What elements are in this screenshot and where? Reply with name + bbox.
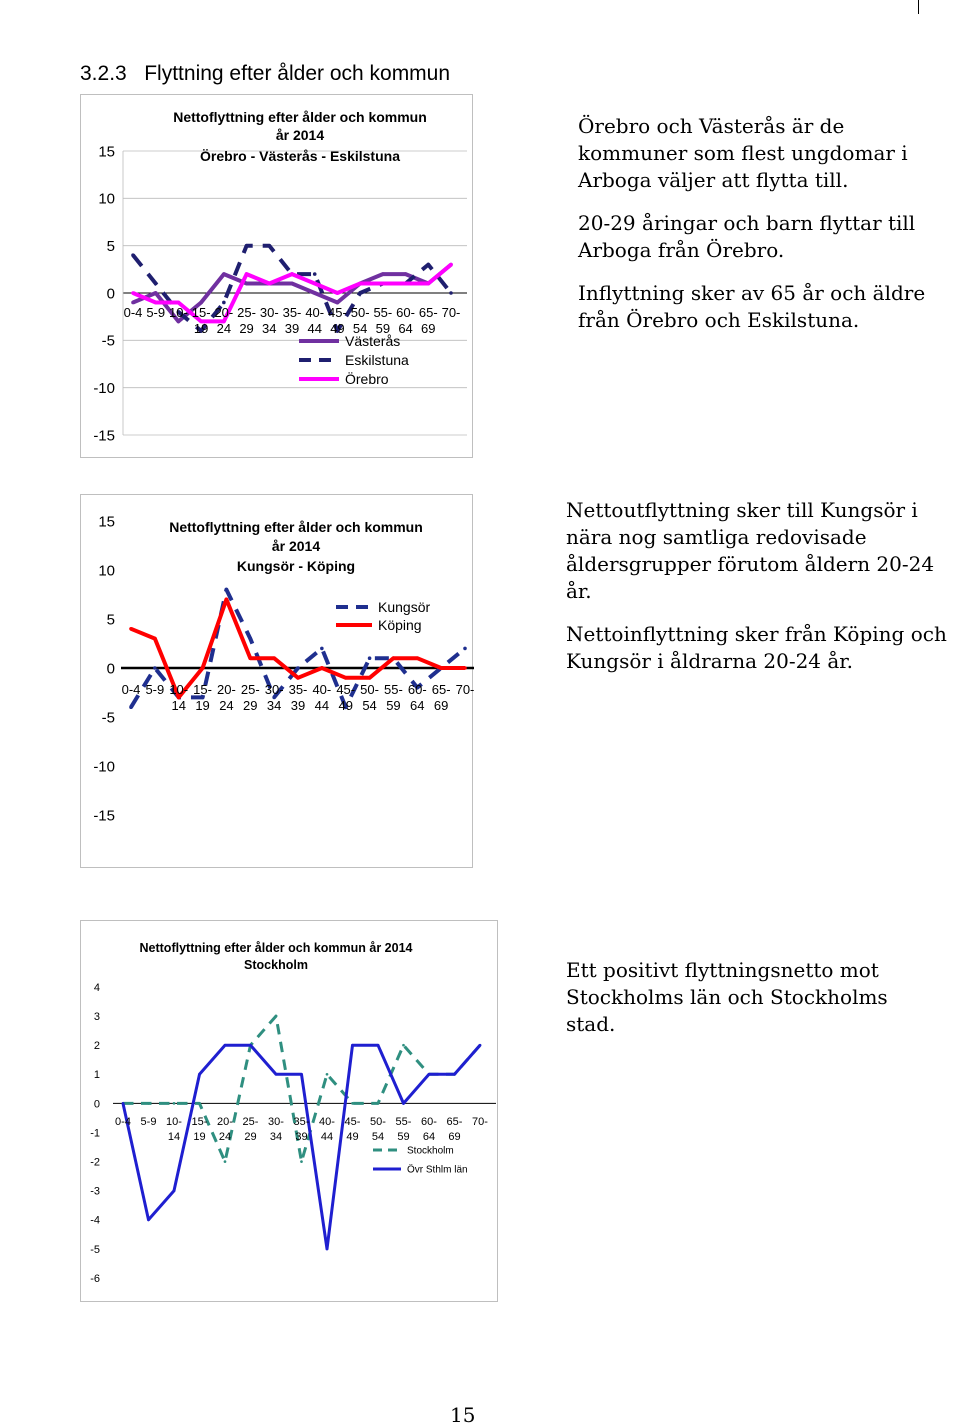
x-tick-label: 0-4 xyxy=(115,1116,131,1128)
x-tick-label: 30- xyxy=(264,682,284,697)
x-tick-label: 25- xyxy=(240,682,260,697)
data-point xyxy=(326,1248,329,1251)
x-tick-label: 55- xyxy=(373,305,393,320)
data-point xyxy=(154,291,158,295)
chart-title: år 2014 xyxy=(271,538,321,554)
x-tick-label: 25- xyxy=(237,305,256,320)
data-point xyxy=(275,1015,278,1018)
data-point xyxy=(426,282,430,286)
data-point xyxy=(224,1044,227,1047)
y-tick-label: -2 xyxy=(90,1156,100,1169)
x-tick-label: 15- xyxy=(191,305,211,320)
y-tick-label: -1 xyxy=(90,1127,100,1140)
data-point xyxy=(463,666,467,670)
data-point xyxy=(131,301,135,305)
x-tick-label: 45- xyxy=(336,682,356,697)
y-tick-label: 10 xyxy=(98,190,115,208)
x-tick-label: 24 xyxy=(216,321,232,336)
x-tick-label: 35- xyxy=(282,305,302,320)
y-tick-label: -10 xyxy=(93,758,115,776)
y-tick-label: 15 xyxy=(98,143,115,161)
chart-title: Nettoflyttning efter ålder och kommun år 2014 xyxy=(139,941,413,955)
legend-label: Västerås xyxy=(345,332,401,349)
paragraph: Ett positivt flyttningsnetto mot Stockholms län och Stockholms stad. xyxy=(566,958,888,1036)
x-tick-label: 35- xyxy=(293,1116,310,1128)
x-tick-label: 60- xyxy=(421,1116,437,1128)
y-tick-label: 10 xyxy=(98,562,115,580)
x-tick-label: 50- xyxy=(360,682,379,697)
data-point xyxy=(428,1073,431,1076)
data-point xyxy=(402,1044,405,1047)
data-point xyxy=(300,1160,303,1163)
x-tick-label: 40- xyxy=(305,305,325,320)
x-tick-label: 40- xyxy=(319,1116,335,1128)
y-tick-label: 4 xyxy=(93,981,100,994)
y-tick-label: -4 xyxy=(90,1214,100,1227)
chart-title: år 2014 xyxy=(275,127,325,143)
x-tick-label: 10- xyxy=(169,305,188,320)
section-number: 3.2.3 xyxy=(80,62,127,85)
legend-label: Örebro xyxy=(345,370,389,387)
data-point xyxy=(153,637,157,641)
x-tick-label: 19 xyxy=(193,1131,206,1143)
legend-label: Köping xyxy=(378,616,422,633)
data-point xyxy=(249,1044,252,1047)
data-point xyxy=(154,301,158,305)
data-point xyxy=(222,301,226,305)
x-tick-label: 40- xyxy=(312,682,332,697)
data-point xyxy=(275,1073,278,1076)
x-tick-label: 34 xyxy=(262,321,277,336)
y-tick-label: 0 xyxy=(106,660,115,678)
data-point xyxy=(313,291,317,295)
data-point xyxy=(358,282,362,286)
x-tick-label: 45- xyxy=(344,1116,361,1128)
data-point xyxy=(463,647,467,651)
x-tick-label: 54 xyxy=(371,1131,385,1143)
x-tick-label: 20- xyxy=(214,305,234,320)
x-tick-label: 34 xyxy=(269,1131,283,1143)
x-tick-label: 64 xyxy=(398,321,413,336)
x-tick-label: 55- xyxy=(384,682,403,697)
data-point xyxy=(147,1102,150,1105)
data-point xyxy=(198,1073,201,1076)
x-tick-label: 35- xyxy=(288,682,308,697)
data-point xyxy=(248,656,252,660)
chart-title: Örebro - Västerås - Eskilstuna xyxy=(200,148,400,164)
data-point xyxy=(131,253,135,257)
x-tick-label: 54 xyxy=(362,698,377,713)
y-tick-label: 1 xyxy=(93,1069,100,1082)
chart-title: Stockholm xyxy=(244,958,308,972)
x-tick-label: 19 xyxy=(195,698,210,713)
x-tick-label: 64 xyxy=(422,1131,436,1143)
data-point xyxy=(129,627,133,631)
data-point xyxy=(245,244,249,248)
y-tick-label: -15 xyxy=(93,807,115,825)
x-tick-label: 39 xyxy=(290,698,306,713)
x-tick-label: 44 xyxy=(320,1131,334,1143)
x-tick-label: 30- xyxy=(268,1116,284,1128)
page-corner-mark xyxy=(918,0,919,14)
x-tick-label: 14 xyxy=(171,698,186,713)
y-tick-label: -3 xyxy=(90,1185,100,1198)
data-point xyxy=(177,320,181,324)
y-tick-label: -5 xyxy=(101,332,115,350)
x-tick-label: 45- xyxy=(328,305,347,320)
data-point xyxy=(439,666,443,670)
y-tick-label: -5 xyxy=(101,709,115,727)
y-tick-label: 3 xyxy=(93,1010,100,1023)
x-tick-label: 59 xyxy=(375,321,391,336)
x-tick-label: 10- xyxy=(166,1116,182,1128)
paragraph: Örebro och Västerås är de kommuner som flest ungdomar i Arboga väljer att flytta till. xyxy=(578,114,908,192)
data-point xyxy=(358,291,362,295)
chart-title: Kungsör - Köping xyxy=(236,558,356,574)
text-block-3 xyxy=(566,957,942,1054)
x-tick-label: 55- xyxy=(395,1116,412,1128)
data-point xyxy=(267,282,271,286)
x-tick-label: 5-9 xyxy=(145,682,165,697)
legend-label: Eskilstuna xyxy=(345,351,409,368)
data-point xyxy=(272,656,276,660)
x-tick-label: 39 xyxy=(295,1131,308,1143)
data-point xyxy=(351,1044,354,1047)
x-tick-label: 30- xyxy=(259,305,279,320)
data-point xyxy=(290,282,294,286)
chart-title: Nettoflyttning efter ålder och kommun xyxy=(169,519,423,535)
x-tick-label: 65- xyxy=(418,305,438,320)
data-point xyxy=(344,676,348,680)
chart-svg xyxy=(81,495,474,869)
data-point xyxy=(453,1073,456,1076)
legend-label: Övr Sthlm län xyxy=(407,1164,468,1176)
data-point xyxy=(177,301,181,305)
x-tick-label: 34 xyxy=(266,698,282,713)
chart-kungsor-koping xyxy=(80,494,473,868)
data-point xyxy=(225,598,229,602)
x-tick-label: 24 xyxy=(219,698,234,713)
data-point xyxy=(199,301,203,305)
data-point xyxy=(267,244,271,248)
x-tick-label: 15- xyxy=(193,682,212,697)
x-tick-label: 49 xyxy=(338,698,353,713)
x-tick-label: 5-9 xyxy=(140,1116,157,1128)
x-tick-label: 49 xyxy=(330,321,345,336)
x-tick-label: 59 xyxy=(397,1131,410,1143)
x-tick-label: 44 xyxy=(307,321,322,336)
data-point xyxy=(377,1044,380,1047)
data-point xyxy=(415,656,419,660)
data-point xyxy=(129,705,133,709)
x-tick-label: 50- xyxy=(370,1116,386,1128)
x-tick-label: 60- xyxy=(407,682,427,697)
data-point xyxy=(248,637,252,641)
data-point xyxy=(404,272,408,276)
data-point xyxy=(222,272,226,276)
data-point xyxy=(326,1073,329,1076)
x-tick-label: 59 xyxy=(386,698,401,713)
x-tick-label: 29 xyxy=(243,698,258,713)
x-tick-label: 70- xyxy=(455,682,474,697)
data-point xyxy=(147,1218,150,1221)
data-point xyxy=(245,282,249,286)
data-point xyxy=(201,666,205,670)
y-tick-label: -10 xyxy=(93,379,115,397)
chart-svg xyxy=(81,95,474,459)
x-tick-label: 0-4 xyxy=(121,682,141,697)
data-point xyxy=(336,291,340,295)
paragraph: 20-29 åringar och barn flyttar till Arboga från Örebro. xyxy=(578,211,916,262)
x-tick-label: 69 xyxy=(448,1131,461,1143)
data-point xyxy=(173,1189,176,1192)
x-tick-label: 54 xyxy=(352,321,368,336)
data-point xyxy=(381,272,385,276)
data-point xyxy=(426,263,430,267)
chart-orebro-vasteras-eskilstuna xyxy=(80,94,473,458)
data-point xyxy=(479,1044,482,1047)
paragraph: Nettoutflyttning sker till Kungsör i nära nog samtliga redovisade åldersgrupper förutom åldern 20-24 år. xyxy=(566,498,935,603)
legend-label: Kungsör xyxy=(378,598,431,615)
data-point xyxy=(392,656,396,660)
y-tick-label: -5 xyxy=(90,1243,100,1256)
data-point xyxy=(154,282,158,286)
data-point xyxy=(449,291,453,295)
x-tick-label: 64 xyxy=(410,698,425,713)
y-tick-label: -6 xyxy=(90,1272,100,1285)
data-point xyxy=(368,676,372,680)
x-tick-label: 70- xyxy=(472,1116,488,1128)
y-tick-label: 2 xyxy=(93,1040,100,1053)
x-tick-label: 49 xyxy=(346,1131,359,1143)
y-tick-label: 5 xyxy=(106,611,115,629)
page-number: 15 xyxy=(450,1403,476,1427)
data-point xyxy=(377,1102,380,1105)
x-tick-label: 29 xyxy=(239,321,254,336)
section-heading xyxy=(80,62,450,86)
x-tick-label: 50- xyxy=(350,305,370,320)
x-tick-label: 15- xyxy=(191,1116,208,1128)
x-tick-label: 29 xyxy=(244,1131,257,1143)
data-point xyxy=(313,272,317,276)
x-tick-label: 70- xyxy=(441,305,461,320)
x-tick-label: 25- xyxy=(242,1116,259,1128)
chart-title: Nettoflyttning efter ålder och kommun xyxy=(173,109,427,125)
paragraph: Nettoinflyttning sker från Köping och Kungsör i åldrarna 20-24 år. xyxy=(566,622,947,673)
data-point xyxy=(402,1102,405,1105)
y-tick-label: 0 xyxy=(93,1098,100,1111)
data-point xyxy=(290,272,294,276)
x-tick-label: 19 xyxy=(193,321,209,336)
data-point xyxy=(131,291,135,295)
x-tick-label: 10- xyxy=(169,682,189,697)
x-tick-label: 69 xyxy=(421,321,436,336)
x-tick-label: 5-9 xyxy=(146,305,166,320)
data-point xyxy=(225,588,229,592)
section-title: Flyttning efter ålder och kommun xyxy=(144,62,451,85)
data-point xyxy=(320,647,324,651)
x-tick-label: 60- xyxy=(396,305,415,320)
x-tick-label: 65- xyxy=(431,682,451,697)
y-tick-label: 5 xyxy=(106,237,115,255)
data-point xyxy=(404,282,408,286)
y-tick-label: -15 xyxy=(93,427,115,445)
x-tick-label: 0-4 xyxy=(123,305,143,320)
x-tick-label: 14 xyxy=(167,1131,181,1143)
chart-stockholm xyxy=(80,920,498,1302)
x-tick-label: 65- xyxy=(446,1116,463,1128)
data-point xyxy=(351,1102,354,1105)
data-point xyxy=(296,666,300,670)
data-point xyxy=(173,1102,176,1105)
paragraph: Inflyttning sker av 65 år och äldre från Örebro och Eskilstuna. xyxy=(578,281,926,332)
data-point xyxy=(320,666,324,670)
x-tick-label: 39 xyxy=(284,321,300,336)
x-tick-label: 20- xyxy=(217,1116,233,1128)
y-tick-label: 15 xyxy=(98,513,115,531)
data-point xyxy=(153,666,157,670)
data-point xyxy=(122,1102,125,1105)
data-point xyxy=(336,301,340,305)
data-point xyxy=(198,1102,201,1105)
x-tick-label: 20- xyxy=(217,682,236,697)
data-point xyxy=(245,272,249,276)
text-block-1 xyxy=(578,113,956,350)
legend-label: Stockholm xyxy=(407,1145,454,1157)
data-point xyxy=(300,1073,303,1076)
data-point xyxy=(381,282,385,286)
data-point xyxy=(296,676,300,680)
data-point xyxy=(313,282,317,286)
chart-svg xyxy=(81,921,499,1303)
data-point xyxy=(449,263,453,267)
data-point xyxy=(368,656,372,660)
x-tick-label: 24 xyxy=(218,1131,232,1143)
text-block-2 xyxy=(566,497,960,691)
y-tick-label: 0 xyxy=(106,285,115,303)
x-tick-label: 44 xyxy=(314,698,330,713)
data-point xyxy=(224,1160,227,1163)
x-tick-label: 69 xyxy=(433,698,449,713)
